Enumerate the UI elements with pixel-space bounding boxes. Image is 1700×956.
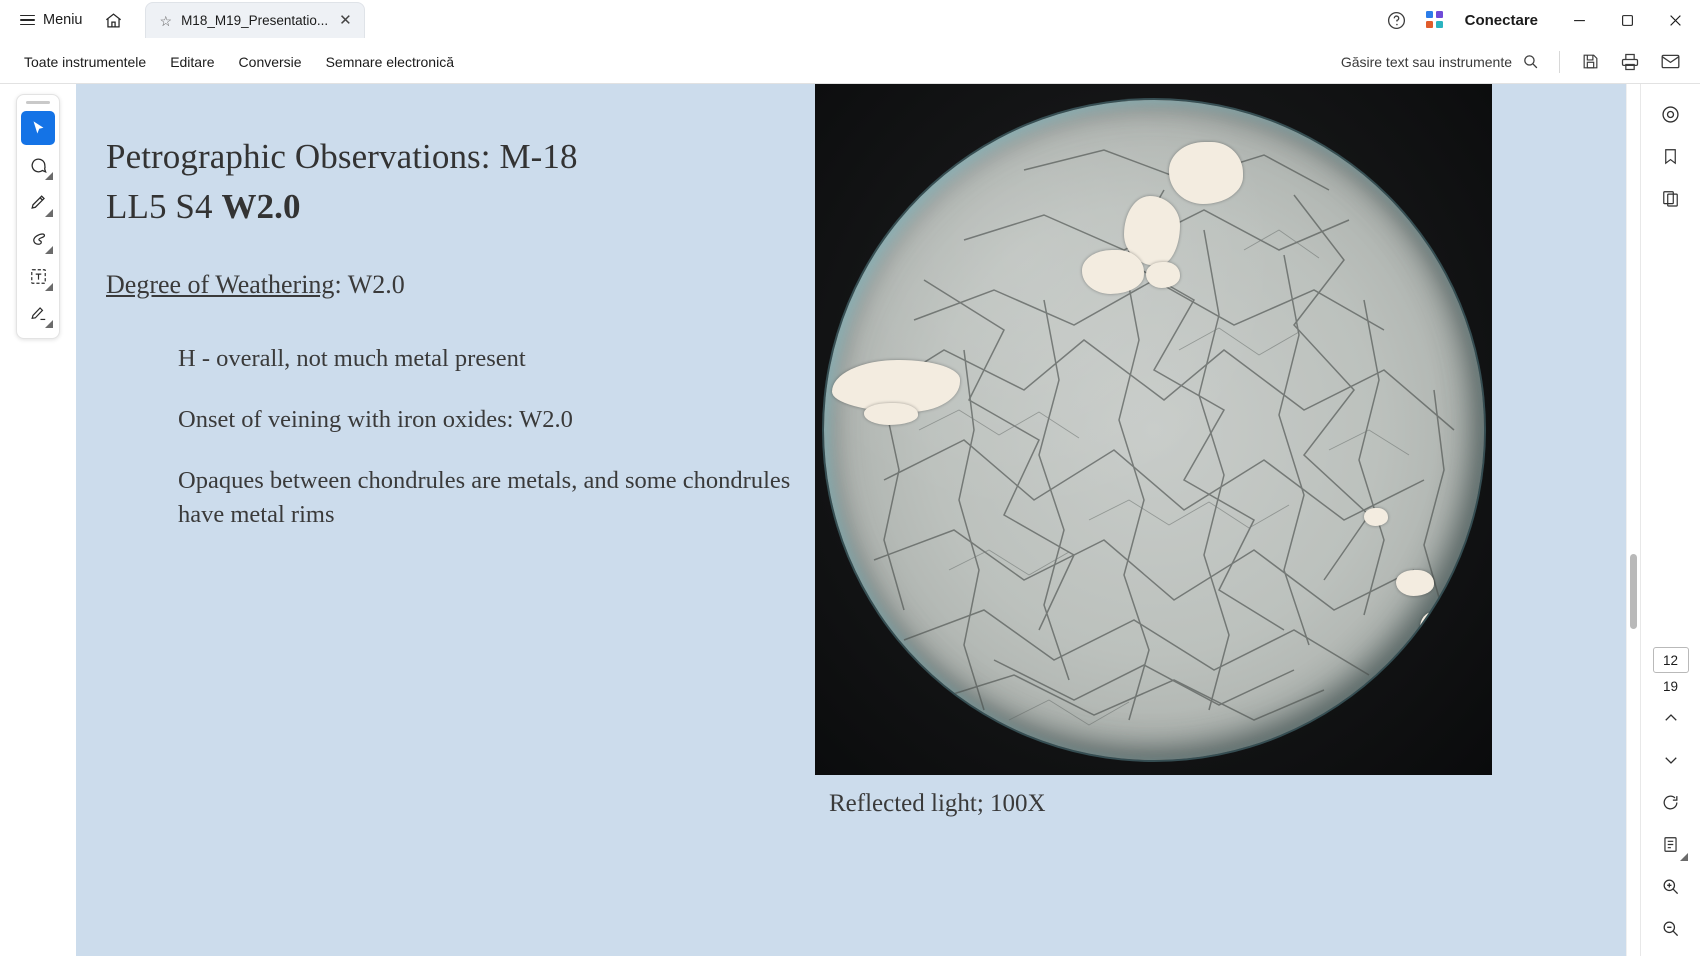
metal-grain — [1420, 612, 1446, 646]
page-view-button[interactable] — [1651, 824, 1691, 864]
tab-close-icon[interactable]: ✕ — [339, 12, 352, 29]
document-tab-title: M18_M19_Presentatio... — [181, 13, 329, 28]
bookmarks-button[interactable] — [1651, 136, 1691, 176]
metal-grain — [864, 403, 918, 425]
mail-icon — [1660, 51, 1681, 72]
zoom-out-icon — [1661, 919, 1680, 938]
metal-grain — [1082, 250, 1144, 294]
right-tool-rail — [1640, 84, 1700, 956]
thin-section-disc — [824, 100, 1484, 760]
page-navigation — [1651, 647, 1691, 780]
title-bar-right — [1379, 0, 1700, 40]
list-item: Opaques between chondrules are metals, and some chondrules have metal rims — [178, 466, 791, 529]
target-icon — [1660, 104, 1681, 125]
close-button[interactable] — [1652, 0, 1698, 40]
metal-grain — [1364, 508, 1388, 526]
total-pages-label: 19 — [1662, 679, 1679, 694]
home-button[interactable] — [97, 4, 131, 36]
chevron-down-icon — [1662, 751, 1680, 769]
document-tab[interactable] — [145, 2, 365, 38]
zoom-in-button[interactable] — [1651, 866, 1691, 906]
metal-grain — [1396, 570, 1434, 596]
rotate-icon — [1661, 793, 1680, 812]
minimize-icon — [1573, 14, 1586, 27]
save-button[interactable] — [1572, 45, 1608, 79]
scrollbar-thumb[interactable] — [1630, 554, 1637, 629]
window-close-icon — [1669, 14, 1682, 27]
micrograph-image — [815, 84, 1492, 775]
save-icon — [1581, 52, 1600, 71]
home-icon — [104, 11, 123, 30]
toolbar-right-group — [1324, 45, 1688, 79]
comment-tool-button[interactable] — [21, 148, 55, 182]
document-view[interactable] — [76, 84, 1626, 956]
sign-in-button[interactable]: Conectare — [1464, 11, 1538, 29]
current-page-input[interactable]: 12 — [1653, 647, 1689, 673]
print-button[interactable] — [1612, 45, 1648, 79]
chevron-expand-icon[interactable] — [45, 246, 53, 254]
menu-button[interactable] — [10, 5, 93, 35]
right-rail-bottom-group — [1651, 782, 1691, 956]
micrograph-figure — [815, 84, 1492, 817]
apps-grid-icon — [1426, 11, 1444, 29]
star-icon[interactable]: ☆ — [159, 12, 173, 29]
right-rail-top-group — [1651, 94, 1691, 218]
slide-title-line2: LL5 S4 — [106, 186, 222, 226]
left-tool-rail — [0, 84, 76, 956]
maximize-button[interactable] — [1604, 0, 1650, 40]
workspace — [0, 84, 1700, 956]
metal-grain — [1169, 142, 1243, 204]
cursor-arrow-icon — [30, 120, 47, 137]
zoom-out-button[interactable] — [1651, 908, 1691, 948]
menu-button-label: Meniu — [43, 12, 83, 28]
page-fit-icon — [1661, 835, 1680, 854]
slide-title-line1: Petrographic Observations: M-18 — [106, 137, 578, 176]
slide-content — [76, 84, 1626, 956]
copy-pages-icon — [1661, 189, 1680, 208]
search-box[interactable] — [1324, 49, 1547, 74]
apps-button[interactable] — [1417, 3, 1453, 37]
bookmark-icon — [1661, 147, 1680, 166]
chevron-expand-icon[interactable] — [1680, 853, 1688, 861]
search-icon[interactable] — [1522, 53, 1539, 70]
page-thumbnails-button[interactable] — [1651, 178, 1691, 218]
draw-tool-button[interactable] — [21, 185, 55, 219]
select-tool-button[interactable] — [21, 111, 55, 145]
tool-edit[interactable]: Editare — [170, 53, 215, 70]
tool-e-sign[interactable]: Semnare electronică — [325, 53, 454, 70]
document-scrollbar[interactable] — [1626, 84, 1640, 956]
slide-page — [76, 84, 1626, 956]
chevron-expand-icon[interactable] — [45, 172, 53, 180]
zoom-in-icon — [1661, 877, 1680, 896]
hamburger-icon — [20, 15, 35, 26]
main-toolbar — [0, 40, 1700, 84]
search-input[interactable] — [1332, 54, 1512, 70]
print-icon — [1620, 52, 1640, 72]
mail-button[interactable] — [1652, 45, 1688, 79]
toolbar-divider — [1559, 51, 1560, 73]
tool-all-tools[interactable]: Toate instrumentele — [24, 53, 147, 70]
minimize-button[interactable] — [1556, 0, 1602, 40]
help-button[interactable] — [1379, 3, 1415, 37]
title-bar-left — [0, 0, 365, 40]
chevron-expand-icon[interactable] — [45, 209, 53, 217]
slide-title — [106, 132, 766, 231]
metal-grain — [1146, 262, 1180, 288]
text-box-tool-button[interactable] — [21, 259, 55, 293]
chevron-up-icon — [1662, 709, 1680, 727]
list-item: H - overall, not much metal present — [178, 345, 526, 372]
highlight-tool-button[interactable] — [21, 222, 55, 256]
previous-page-button[interactable] — [1651, 698, 1691, 738]
search-document-button[interactable] — [1651, 94, 1691, 134]
palette-drag-handle[interactable] — [26, 101, 50, 104]
list-item: Onset of veining with iron oxides: W2.0 — [178, 405, 573, 433]
help-circle-icon — [1386, 10, 1407, 31]
chevron-expand-icon[interactable] — [45, 283, 53, 291]
figure-caption: Reflected light; 100X — [829, 790, 1046, 817]
title-bar — [0, 0, 1700, 40]
chevron-expand-icon[interactable] — [45, 320, 53, 328]
degree-of-weathering-label: Degree of Weathering — [106, 270, 335, 299]
tool-convert[interactable]: Conversie — [238, 53, 302, 70]
maximize-icon — [1621, 14, 1634, 27]
slide-bullet-list — [178, 342, 798, 559]
rotate-button[interactable] — [1651, 782, 1691, 822]
degree-of-weathering-value: : W2.0 — [334, 270, 405, 299]
tool-palette — [16, 94, 60, 339]
degree-of-weathering-line — [106, 270, 405, 300]
slide-title-weathering-grade: W2.0 — [221, 186, 301, 226]
next-page-button[interactable] — [1651, 740, 1691, 780]
fill-sign-tool-button[interactable] — [21, 296, 55, 330]
